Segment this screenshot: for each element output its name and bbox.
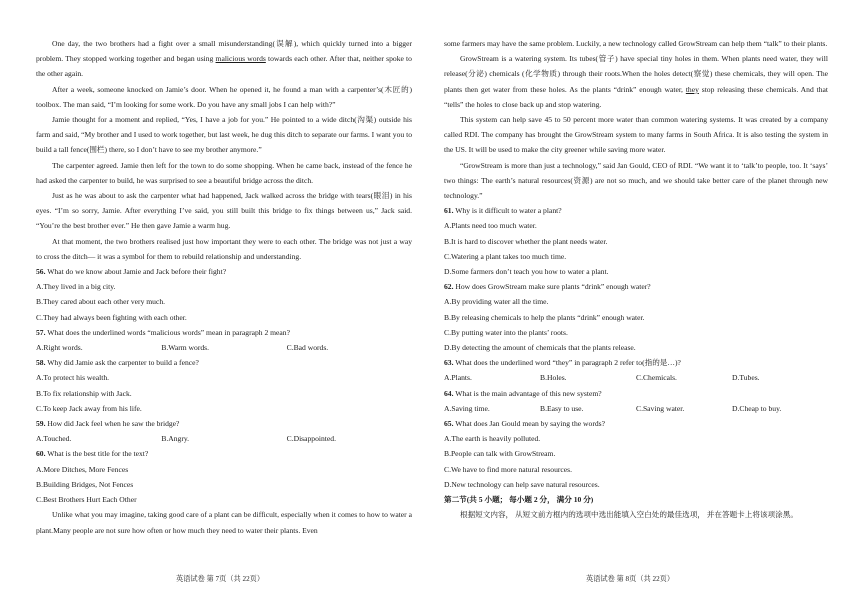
paragraph: At that moment, the two brothers realised just how important they were to each other. The bridge was not just a way to cross the ditch— it was a symbol for them to rebuild relationship and understanding. [36,236,412,261]
option: B.Building Bridges, Not Fences [36,479,134,489]
question-text: How did Jack feel when he saw the bridge? [45,419,180,429]
question-text: Why did Jamie ask the carpenter to build a fence? [45,358,199,368]
question-number: 63. [444,358,454,368]
question-number: 58. [36,358,46,368]
option: C.Best Brothers Hurt Each Other [36,495,137,505]
paragraph [36,36,412,82]
question-59 [36,416,412,431]
option: C.We have to find more natural resources. [444,464,573,474]
option: C.Watering a plant takes too much time. [444,251,567,261]
option: A.The earth is heavily polluted. [444,434,541,444]
question-60 [36,446,412,461]
options-row [444,370,828,385]
option: D.Some farmers don’t teach you how to water a plant. [444,267,609,277]
question-64 [444,386,828,401]
option: A.By providing water all the time. [444,297,549,307]
page-footer-left: 英语试卷 第 7页（共 22页） [176,575,265,583]
question-text: Why is it difficult to water a plant? [453,206,562,216]
question-number: 59. [36,419,46,429]
paragraph: Jamie thought for a moment and replied, “Yes, I have a job for you.” He pointed to a wide ditch(沟渠) outside his farm and said, “My brother and I used to work together, but last week, he dug this ditch to separate our farms. I want you to build a tall fence(围栏) there, so I don’t have to see my brother anymore.” [36,115,412,155]
paragraph [444,51,828,112]
option: B.Angry. [161,434,190,444]
option: A.Plants need too much water. [444,221,537,231]
option: A.Right words. [36,343,83,353]
paragraph: Unlike what you may imagine, taking good care of a plant can be difficult, especially when it comes to how to water a plant.Many people are not sure how often or how much they need to water their plants. Even [36,510,412,535]
option: D.Cheap to buy. [732,403,782,413]
question-text: What does the underlined word “they” in paragraph 2 refer to(指的是…)? [453,358,681,368]
option: B.People can talk with GrowStream. [444,449,556,459]
question-text: What does Jan Gould mean by saying the words? [453,419,605,429]
option: A.Saving time. [444,403,490,413]
section-instructions: 根据短文内容， 从短文前方框内的选项中选出能填入空白处的最佳选项， 并在答题卡上将该项涂黑。 [460,510,798,520]
paragraph: “GrowStream is more than just a technology,” said Jan Gould, CEO of RDI. “We want it to ‘talk’to people, too. It ‘says’ two things: The earth’s natural resources(资源) are not so much, and we should take better care of the planet through new technology.” [444,160,828,201]
question-62 [444,279,828,294]
question-number: 56. [36,267,46,277]
option: C.By putting water into the plants’ roots. [444,327,568,337]
option: A.To protect his wealth. [36,373,110,383]
option: C.To keep Jack away from his life. [36,403,142,413]
question-number: 62. [444,282,454,292]
paragraph: Just as he was about to ask the carpenter what had happened, Jack walked across the bridge with tears(眼泪) in his eyes. “I’m so sorry, Jamie. After everything I’ve said, you still built this bridge to fix things between us,” Jack said. “You’re the best brother ever.” He then gave Jamie a warm hug. [36,191,412,231]
question-text: What is the best title for the text? [45,449,149,459]
option: C.Saving water. [636,403,685,413]
section-title: 第二节(共 5 小题； 每小题 2 分， 满分 10 分) [444,495,594,505]
paragraph-text: One day, the two brothers had a fight over a small misunderstanding(误解), which quickly turned into a bigger problem. They stopped working together and began using [36,39,412,64]
option: A.More Ditches, More Fences [36,464,129,474]
question-number: 57. [36,327,46,337]
paragraph-text: GrowStream is a watering system. Its tubes(管子) have special tiny holes in them. When plants need water, they will release(分泌) chemicals (化学物质) through their roots.When the holes detect(察觉) these chemicals, they will open. The plants then get water from these holes. As the plants “drink” enough water, [444,54,828,94]
option: D.By detecting the amount of chemicals that the plants release. [444,343,636,353]
question-63 [444,355,828,370]
paragraph: some farmers may have the same problem. Luckily, a new technology called GrowStream can help them “talk” to their plants. [444,39,828,48]
underlined-phrase: malicious words [215,54,266,64]
option: B.By releasing chemicals to help the plants “drink” enough water. [444,312,645,322]
paragraph-text: stop releasing these chemicals. And that “tells” the holes to close back up and stop watering. [444,84,829,109]
question-56 [36,264,412,279]
question-61 [444,203,828,218]
question-text: What do we know about Jamie and Jack before their fight? [45,267,227,277]
question-57 [36,325,412,340]
option: B.They cared about each other very much. [36,297,166,307]
paragraph: This system can help save 45 to 50 percent more water than common watering systems. It was created by a company called RDI. The company has brought the GrowStream system to many farms in South Africa. It is also testing the system in the US. It will be used to make the city greener while saving more water. [444,115,828,155]
option: B.To fix relationship with Jack. [36,388,132,398]
paragraph: After a week, someone knocked on Jamie’s door. When he opened it, he found a man with a carpenter’s(木匠的) toolbox. The man said, “I’m looking for some work. Do you have any small jobs I can help with?” [36,84,412,109]
question-text: What is the main advantage of this new system? [453,388,602,398]
option: B.It is hard to discover whether the plant needs water. [444,236,608,246]
question-text: How does GrowStream make sure plants “drink” enough water? [453,282,651,292]
page-footer-right: 英语试卷 第 8页（共 22页） [586,575,675,583]
options-row [444,401,828,416]
option: A.Plants. [444,373,472,383]
question-58 [36,355,412,370]
paragraph-text: towards each other. After that, neither spoke to the other again. [36,54,412,79]
option: C.They had always been fighting with each other. [36,312,187,322]
options-row [36,340,412,355]
option: B.Holes. [540,373,567,383]
option: B.Warm words. [161,343,209,353]
underlined-word: they [685,84,699,94]
question-number: 61. [444,206,454,216]
right-column [444,36,828,523]
option: A.They lived in a big city. [36,282,116,292]
option: C.Chemicals. [636,373,677,383]
left-column [36,36,412,538]
question-number: 60. [36,449,46,459]
option: C.Bad words. [286,343,329,353]
option: D.New technology can help save natural resources. [444,479,600,489]
question-text: What does the underlined words “malicious words” mean in paragraph 2 mean? [45,327,290,337]
question-number: 65. [444,419,454,429]
options-row [36,431,412,446]
option: C.Disappointed. [286,434,336,444]
option: D.Tubes. [732,373,760,383]
paragraph: The carpenter agreed. Jamie then left for the town to do some shopping. When he came back, instead of the fence he had asked the carpenter to build, he was surprised to see a beautiful bridge across the ditch. [36,160,412,185]
question-65 [444,416,828,431]
option: A.Touched. [36,434,72,444]
option: B.Easy to use. [540,403,584,413]
question-number: 64. [444,388,454,398]
